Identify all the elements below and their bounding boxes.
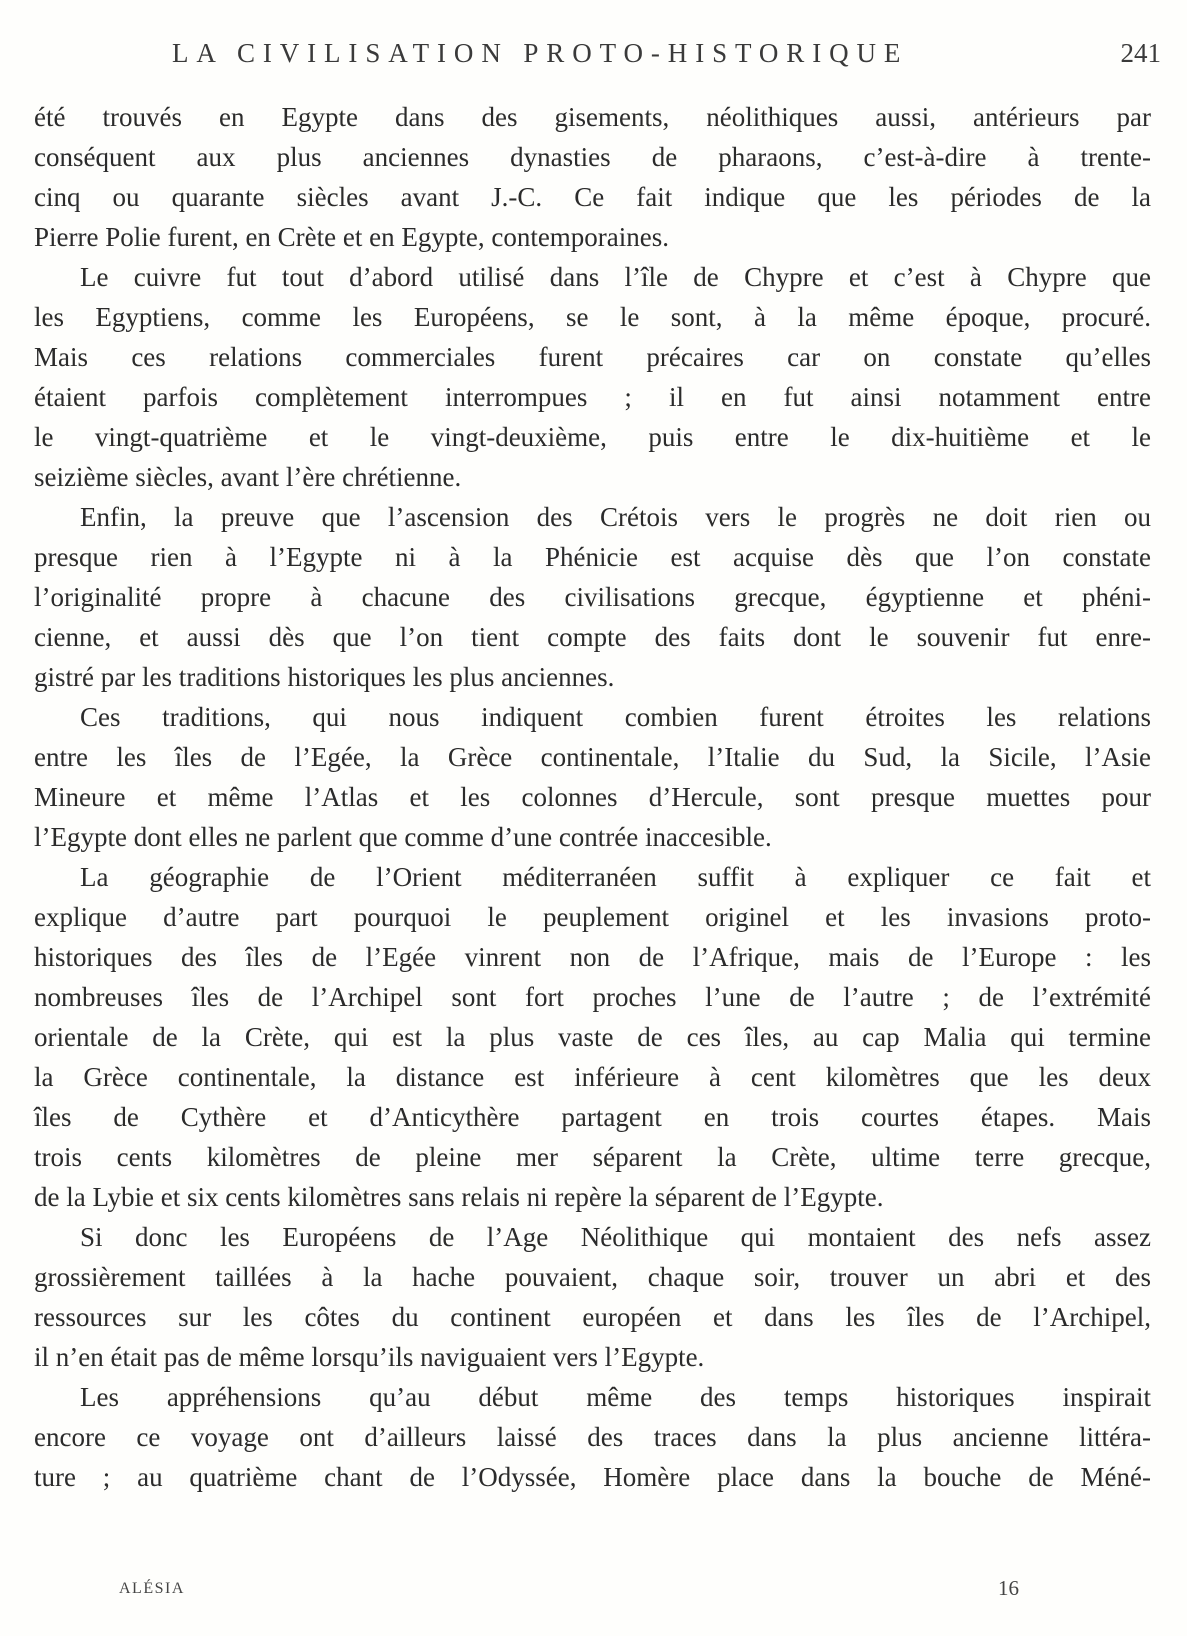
sheet-number: 16 xyxy=(998,1576,1019,1600)
text-line: îles de Cythère et d’Anticythère partagent en trois courtes étapes. Mais xyxy=(34,1102,1151,1132)
text-line: historiques des îles de l’Egée vinrent non de l’Afrique, mais de l’Europe : les xyxy=(34,942,1151,972)
text-line: nombreuses îles de l’Archipel sont fort proches l’une de l’autre ; de l’extrémité xyxy=(34,982,1151,1012)
paragraph-first-line: La géographie de l’Orient méditerranéen suffit à expliquer ce fait et xyxy=(80,862,1151,892)
text-line: Mineure et même l’Atlas et les colonnes d’Hercule, sont presque muettes pour xyxy=(34,782,1151,812)
body-text xyxy=(34,97,1151,1497)
text-line: ture ; au quatrième chant de l’Odyssée, Homère place dans la bouche de Méné- xyxy=(34,1462,1151,1492)
page-footer xyxy=(34,1576,1169,1620)
text-line: trois cents kilomètres de pleine mer séparent la Crète, ultime terre grecque, xyxy=(34,1142,1151,1172)
text-line: été trouvés en Egypte dans des gisements, néolithiques aussi, antérieurs par xyxy=(34,102,1151,132)
text-line: l’originalité propre à chacune des civilisations grecque, égyptienne et phéni- xyxy=(34,582,1151,612)
text-line: le vingt-quatrième et le vingt-deuxième, puis entre le dix-huitième et le xyxy=(34,422,1151,452)
text-line: ressources sur les côtes du continent européen et dans les îles de l’Archipel, xyxy=(34,1302,1151,1332)
running-title: LA CIVILISATION PROTO-HISTORIQUE xyxy=(172,38,909,68)
text-line: encore ce voyage ont d’ailleurs laissé des traces dans la plus ancienne littéra- xyxy=(34,1422,1151,1452)
text-line: conséquent aux plus anciennes dynasties de pharaons, c’est-à-dire à trente- xyxy=(34,142,1151,172)
text-line: étaient parfois complètement interrompues ; il en fut ainsi notamment entre xyxy=(34,382,1151,412)
text-line: explique d’autre part pourquoi le peuplement originel et les invasions proto- xyxy=(34,902,1151,932)
text-line: grossièrement taillées à la hache pouvaient, chaque soir, trouver un abri et des xyxy=(34,1262,1151,1292)
page-number: 241 xyxy=(1120,38,1161,68)
text-line: de la Lybie et six cents kilomètres sans relais ni repère la séparent de l’Egypte. xyxy=(34,1182,884,1212)
text-line: cinq ou quarante siècles avant J.-C. Ce fait indique que les périodes de la xyxy=(34,182,1151,212)
text-line: entre les îles de l’Egée, la Grèce continentale, l’Italie du Sud, la Sicile, l’Asie xyxy=(34,742,1151,772)
text-line: orientale de la Crète, qui est la plus vaste de ces îles, au cap Malia qui termine xyxy=(34,1022,1151,1052)
paragraph-first-line: Si donc les Européens de l’Age Néolithique qui montaient des nefs assez xyxy=(80,1222,1151,1252)
text-line: l’Egypte dont elles ne parlent que comme d’une contrée inaccesible. xyxy=(34,822,772,852)
text-line: les Egyptiens, comme les Européens, se le sont, à la même époque, procuré. xyxy=(34,302,1151,332)
paragraph-first-line: Ces traditions, qui nous indiquent combien furent étroites les relations xyxy=(80,702,1151,732)
paragraph-first-line: Enfin, la preuve que l’ascension des Crétois vers le progrès ne doit rien ou xyxy=(80,502,1151,532)
text-line: presque rien à l’Egypte ni à la Phénicie est acquise dès que l’on constate xyxy=(34,542,1151,572)
text-line: cienne, et aussi dès que l’on tient compte des faits dont le souvenir fut enre- xyxy=(34,622,1151,652)
paragraph-first-line: Les appréhensions qu’au début même des temps historiques inspirait xyxy=(80,1382,1151,1412)
printer-signature: ALÉSIA xyxy=(119,1580,185,1597)
text-line: Pierre Polie furent, en Crète et en Egypte, contemporaines. xyxy=(34,222,670,252)
text-line: seizième siècles, avant l’ère chrétienne. xyxy=(34,462,462,492)
text-line: Mais ces relations commerciales furent précaires car on constate qu’elles xyxy=(34,342,1151,372)
text-line: la Grèce continentale, la distance est inférieure à cent kilomètres que les deux xyxy=(34,1062,1151,1092)
text-line: il n’en était pas de même lorsqu’ils naviguaient vers l’Egypte. xyxy=(34,1342,705,1372)
running-head xyxy=(34,38,1169,78)
text-line: gistré par les traditions historiques les plus anciennes. xyxy=(34,662,615,692)
paragraph-first-line: Le cuivre fut tout d’abord utilisé dans l’île de Chypre et c’est à Chypre que xyxy=(80,262,1151,292)
